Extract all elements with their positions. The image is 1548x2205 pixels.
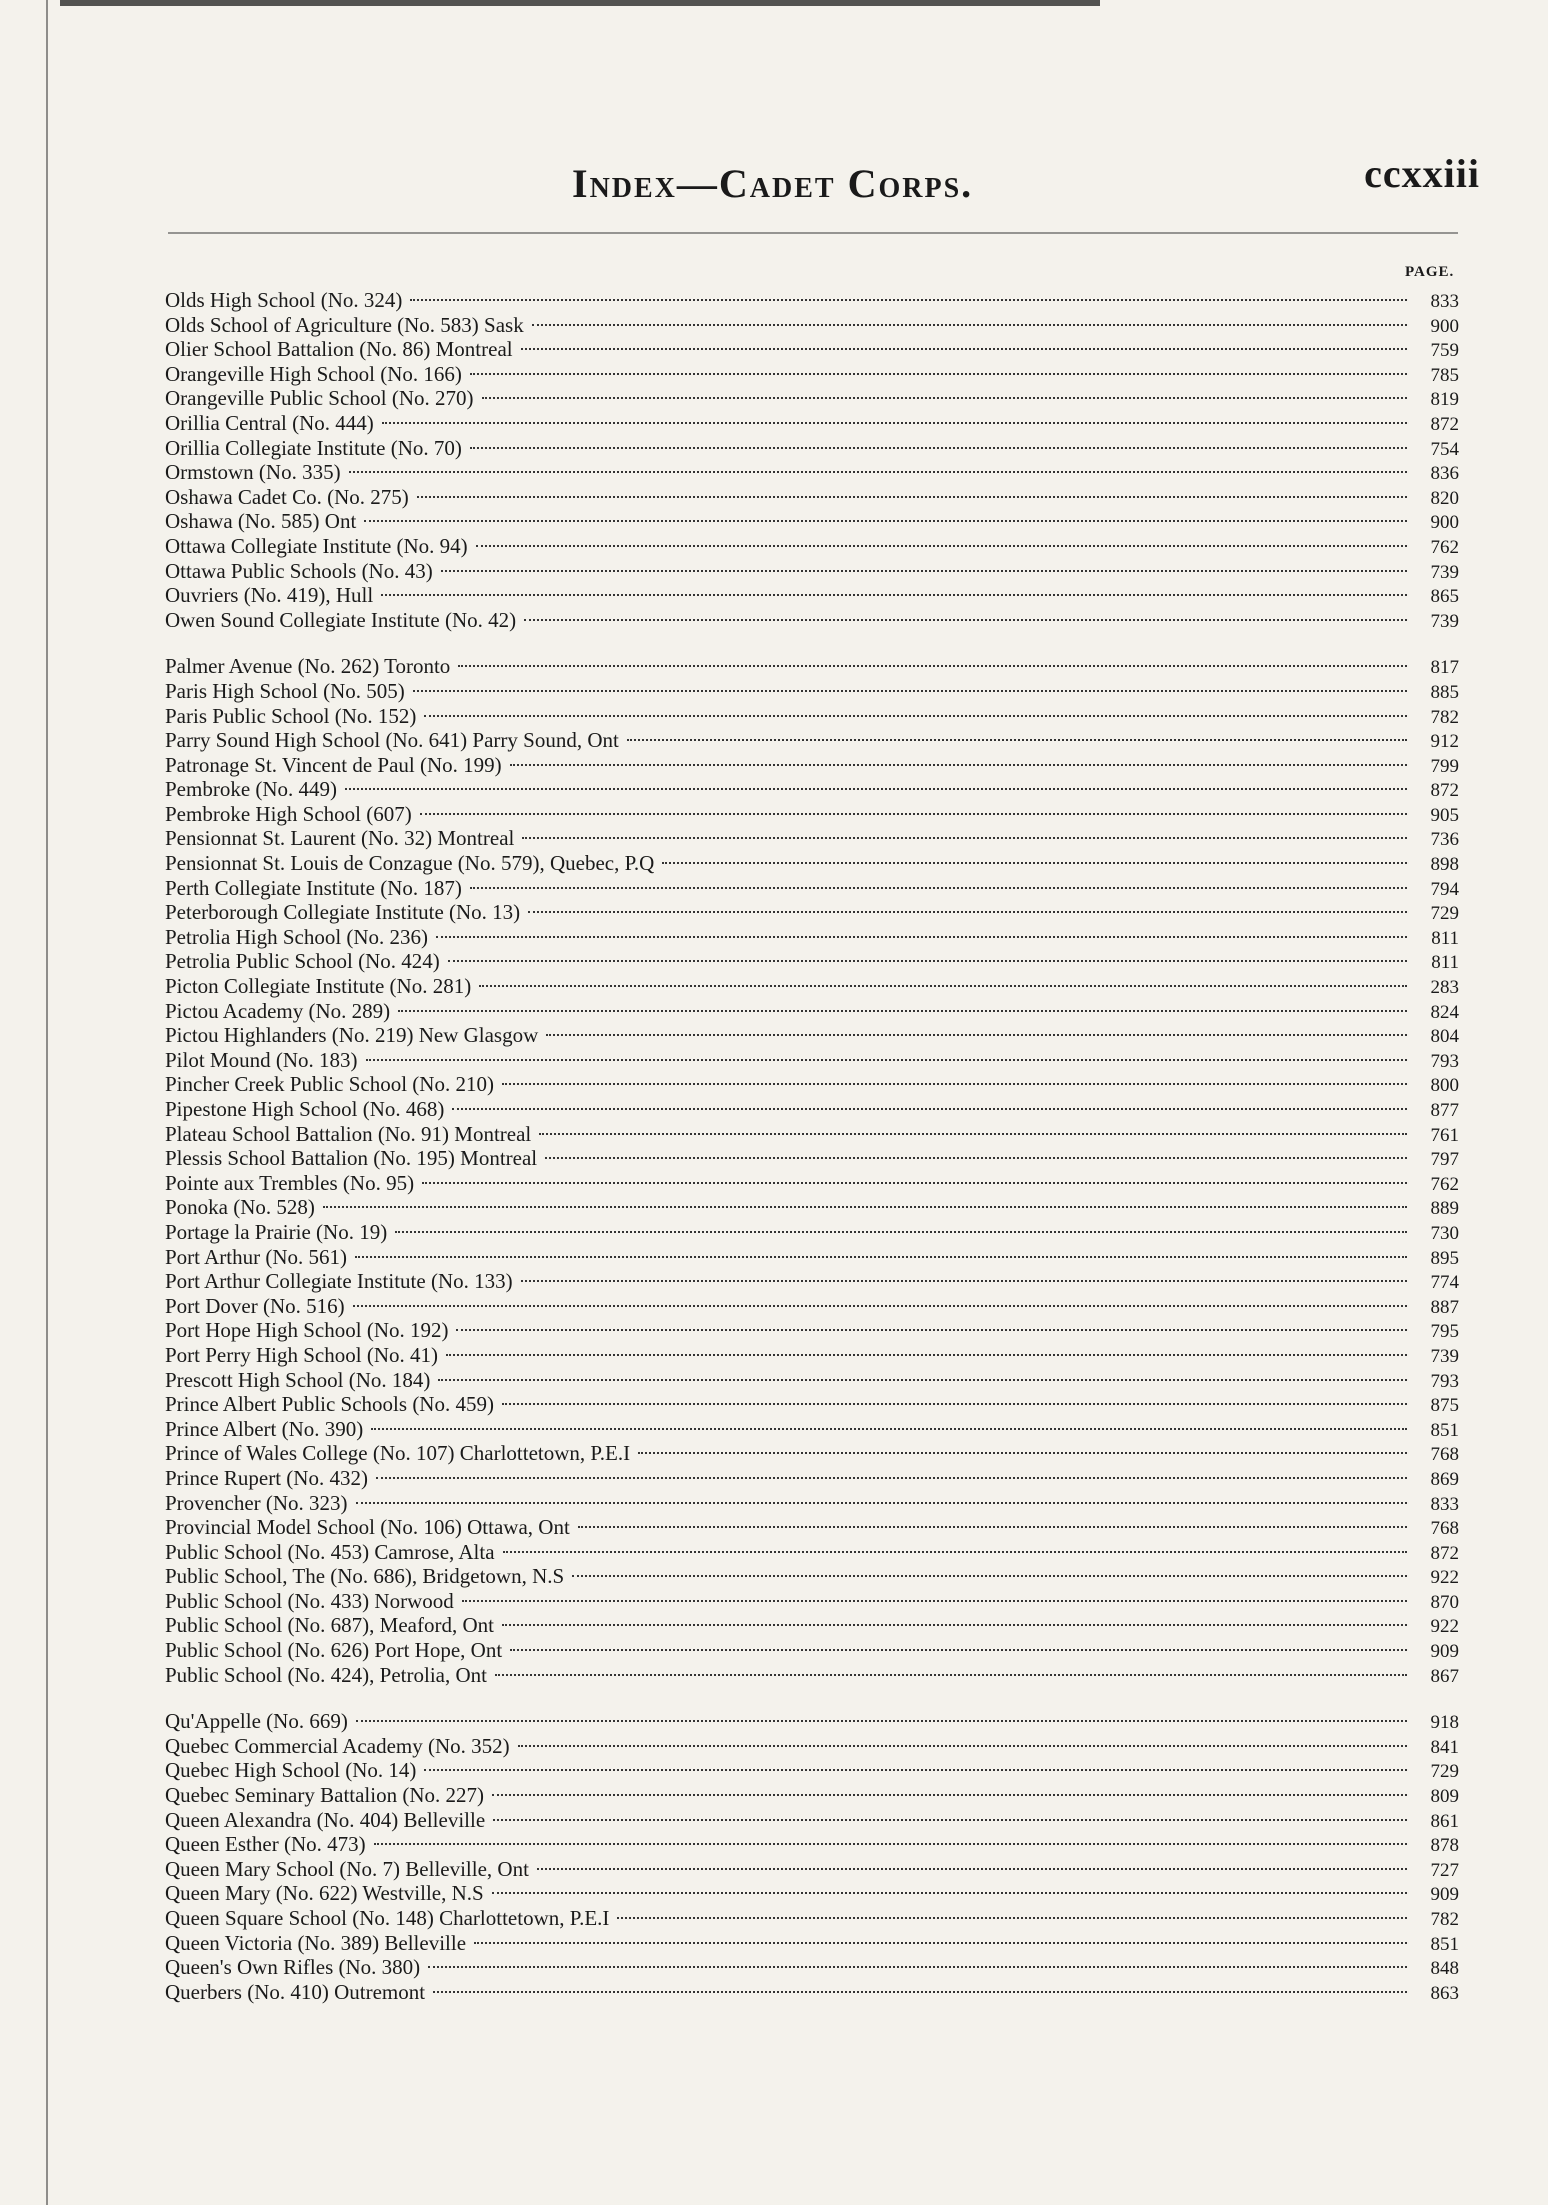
- entry-page-number: 851: [1430, 1419, 1459, 1441]
- entry-page-number: 905: [1430, 804, 1459, 826]
- index-entry: [165, 851, 1459, 876]
- entry-page-number: 729: [1430, 1761, 1459, 1783]
- top-edge-rule: [60, 0, 1100, 6]
- dot-leader: [428, 1966, 1407, 1968]
- entry-page-number: 799: [1430, 755, 1459, 777]
- dot-leader: [521, 348, 1407, 350]
- index-entry: [165, 1417, 1459, 1442]
- index-entry: [165, 1808, 1459, 1833]
- dot-leader: [441, 570, 1407, 572]
- entry-label: Public School (No. 453) Camrose, Alta: [165, 1539, 495, 1564]
- entry-label: Perth Collegiate Institute (No. 187): [165, 875, 462, 900]
- index-entry: [165, 974, 1459, 999]
- dot-leader: [381, 594, 1407, 596]
- index-entry: [165, 1146, 1459, 1171]
- entry-label: Pembroke (No. 449): [165, 777, 338, 802]
- entry-page-number: 841: [1430, 1736, 1459, 1758]
- entry-label: Pipestone High School (No. 468): [165, 1097, 445, 1121]
- index-entry: [165, 1368, 1459, 1393]
- entry-label: Pensionnat St. Louis de Conzague (No. 579), Quebec, P.Q: [165, 851, 655, 876]
- index-entry: [165, 411, 1459, 436]
- entry-label: Pictou Academy (No. 289): [165, 998, 391, 1023]
- entry-page-number: 794: [1430, 878, 1459, 900]
- index-section: [165, 288, 1459, 632]
- dot-leader: [356, 1720, 1407, 1722]
- entry-page-number: 820: [1430, 487, 1459, 509]
- dot-leader: [495, 1674, 1407, 1676]
- dot-leader: [448, 960, 1407, 962]
- index-entry: [165, 704, 1459, 729]
- dot-leader: [470, 887, 1407, 889]
- dot-leader: [528, 911, 1407, 913]
- entry-label: Olds School of Agriculture (No. 583) Sask: [165, 312, 524, 337]
- entry-label: Ponoka (No. 528): [165, 1195, 315, 1220]
- dot-leader: [424, 715, 1407, 717]
- dot-leader: [438, 1379, 1407, 1381]
- entry-label: Pictou Highlanders (No. 219) New Glasgow: [165, 1023, 539, 1048]
- page-binding-edge: [46, 0, 48, 2205]
- entry-page-number: 861: [1430, 1810, 1459, 1832]
- entry-label: Patronage St. Vincent de Paul (No. 199): [165, 752, 502, 777]
- entry-label: Orangeville High School (No. 166): [165, 361, 462, 386]
- entry-label: Orangeville Public School (No. 270): [165, 386, 474, 411]
- dot-leader: [458, 665, 1407, 667]
- dot-leader: [433, 1991, 1407, 1993]
- index-entry: [165, 1663, 1459, 1688]
- entry-label: Queen Victoria (No. 389) Belleville: [165, 1930, 467, 1955]
- entry-label: Paris Public School (No. 152): [165, 703, 417, 728]
- dot-leader: [510, 1649, 1407, 1651]
- index-entry: [165, 1491, 1459, 1516]
- entry-label: Olds High School (No. 324): [165, 288, 403, 312]
- entry-page-number: 872: [1430, 413, 1459, 435]
- dot-leader: [410, 299, 1407, 301]
- dot-leader: [345, 788, 1407, 790]
- entry-label: Queen Esther (No. 473): [165, 1832, 366, 1857]
- entry-label: Pointe aux Trembles (No. 95): [165, 1170, 415, 1195]
- index-entry: [165, 534, 1459, 559]
- entry-page-number: 867: [1430, 1665, 1459, 1687]
- index-entry: [165, 1857, 1459, 1882]
- index-entry: [165, 1294, 1459, 1319]
- dot-leader: [376, 1477, 1407, 1479]
- dot-leader: [470, 447, 1407, 449]
- dot-leader: [532, 324, 1407, 326]
- entry-label: Petrolia Public School (No. 424): [165, 949, 440, 974]
- index-entry: [165, 1023, 1459, 1048]
- dot-leader: [539, 1133, 1407, 1135]
- entry-page-number: 900: [1430, 315, 1459, 337]
- entry-page-number: 912: [1430, 731, 1459, 753]
- entry-page-number: 762: [1430, 1173, 1459, 1195]
- entry-label: Plessis School Battalion (No. 195) Montreal: [165, 1146, 538, 1171]
- index-entry: [165, 679, 1459, 704]
- entry-page-number: 898: [1430, 854, 1459, 876]
- index-entry: [165, 876, 1459, 901]
- entry-label: Queen Square School (No. 148) Charlottetown, P.E.I: [165, 1906, 610, 1930]
- index-entry: [165, 1980, 1459, 2005]
- entry-page-number: 804: [1430, 1026, 1459, 1048]
- entry-label: Port Hope High School (No. 192): [165, 1318, 449, 1343]
- index-entry: [165, 900, 1459, 925]
- index-entry: [165, 1072, 1459, 1097]
- index-entry: [165, 1466, 1459, 1491]
- entry-page-number: 774: [1430, 1272, 1459, 1294]
- index-entry: [165, 559, 1459, 584]
- dot-leader: [395, 1231, 1407, 1233]
- page-title: Index—Cadet Corps.: [572, 161, 974, 206]
- index-entry: [165, 1392, 1459, 1417]
- dot-leader: [617, 1917, 1407, 1919]
- dot-leader: [353, 1305, 1407, 1307]
- index-entry: [165, 362, 1459, 387]
- entry-label: Public School (No. 424), Petrolia, Ont: [165, 1662, 487, 1687]
- entry-page-number: 872: [1430, 780, 1459, 802]
- dot-leader: [364, 520, 1407, 522]
- entry-label: Prince of Wales College (No. 107) Charlottetown, P.E.I: [165, 1441, 631, 1466]
- dot-leader: [572, 1575, 1407, 1577]
- entry-label: Pensionnat St. Laurent (No. 32) Montreal: [165, 826, 515, 851]
- index-entry: [165, 1613, 1459, 1638]
- index-entry: [165, 802, 1459, 827]
- dot-leader: [371, 1428, 1407, 1430]
- dot-leader: [502, 1403, 1407, 1405]
- dot-leader: [476, 545, 1407, 547]
- page-header: [160, 150, 1480, 210]
- index-entry: [165, 1343, 1459, 1368]
- dot-leader: [492, 1794, 1407, 1796]
- entry-page-number: 811: [1431, 952, 1459, 974]
- entry-page-number: 918: [1430, 1712, 1459, 1734]
- index-entry: [165, 1881, 1459, 1906]
- index-entry: [165, 1540, 1459, 1565]
- entry-label: Ottawa Collegiate Institute (No. 94): [165, 533, 468, 558]
- index-entry: [165, 1931, 1459, 1956]
- dot-leader: [382, 422, 1407, 424]
- entry-label: Ottawa Public Schools (No. 43): [165, 558, 433, 583]
- entry-label: Portage la Prairie (No. 19): [165, 1219, 388, 1244]
- entry-label: Qu'Appelle (No. 669): [165, 1709, 348, 1734]
- entry-page-number: 762: [1430, 536, 1459, 558]
- entry-label: Quebec Seminary Battalion (No. 227): [165, 1783, 484, 1808]
- entry-page-number: 887: [1430, 1296, 1459, 1318]
- entry-page-number: 885: [1430, 681, 1459, 703]
- entry-page-number: 729: [1430, 903, 1459, 925]
- dot-leader: [398, 1010, 1407, 1012]
- entry-label: Pembroke High School (607): [165, 801, 412, 826]
- index-entry: [165, 1783, 1459, 1808]
- dot-leader: [493, 1819, 1407, 1821]
- index-entry: [165, 1515, 1459, 1540]
- entry-label: Quebec High School (No. 14): [165, 1758, 417, 1783]
- entry-page-number: 739: [1430, 610, 1459, 632]
- entry-label: Parry Sound High School (No. 641) Parry Sound, Ont: [165, 728, 619, 753]
- entry-label: Port Arthur Collegiate Institute (No. 133): [165, 1269, 513, 1294]
- entry-page-number: 283: [1430, 977, 1459, 999]
- entry-page-number: 889: [1430, 1198, 1459, 1220]
- index-entry: [165, 1097, 1459, 1122]
- dot-leader: [502, 1624, 1407, 1626]
- entry-label: Port Dover (No. 516): [165, 1293, 345, 1318]
- entry-label: Plateau School Battalion (No. 91) Montreal: [165, 1121, 532, 1146]
- dot-leader: [452, 1108, 1407, 1110]
- dot-leader: [413, 690, 1407, 692]
- entry-page-number: 795: [1430, 1321, 1459, 1343]
- entry-page-number: 909: [1430, 1884, 1459, 1906]
- dot-leader: [492, 1892, 1407, 1894]
- index-entry: [165, 436, 1459, 461]
- dot-leader: [578, 1526, 1407, 1528]
- index-entry: [165, 288, 1459, 313]
- index-entry: [165, 313, 1459, 338]
- index-entry: [165, 777, 1459, 802]
- entry-label: Public School (No. 626) Port Hope, Ont: [165, 1638, 503, 1663]
- index-entry: [165, 826, 1459, 851]
- dot-leader: [482, 397, 1407, 399]
- entry-label: Public School (No. 687), Meaford, Ont: [165, 1613, 494, 1638]
- dot-leader: [355, 1256, 1407, 1258]
- entry-page-number: 793: [1430, 1050, 1459, 1072]
- entry-page-number: 797: [1430, 1149, 1459, 1171]
- index-entry: [165, 583, 1459, 608]
- dot-leader: [470, 373, 1407, 375]
- entry-label: Queen's Own Rifles (No. 380): [165, 1955, 421, 1980]
- dot-leader: [422, 1182, 1407, 1184]
- index-entry: [165, 460, 1459, 485]
- entry-label: Oshawa Cadet Co. (No. 275): [165, 484, 409, 509]
- dot-leader: [521, 1280, 1407, 1282]
- dot-leader: [323, 1206, 1407, 1208]
- dot-leader: [474, 1942, 1407, 1944]
- entry-label: Palmer Avenue (No. 262) Toronto: [165, 654, 451, 679]
- index-entry: [165, 1269, 1459, 1294]
- index-entry: [165, 1318, 1459, 1343]
- entry-page-number: 900: [1430, 512, 1459, 534]
- entry-label: Public School (No. 433) Norwood: [165, 1588, 454, 1613]
- dot-leader: [366, 1059, 1407, 1061]
- entry-label: Port Perry High School (No. 41): [165, 1342, 438, 1367]
- index-entry: [165, 1832, 1459, 1857]
- entry-page-number: 817: [1430, 657, 1459, 679]
- entry-page-number: 922: [1430, 1616, 1459, 1638]
- entry-label: Pincher Creek Public School (No. 210): [165, 1072, 494, 1097]
- dot-leader: [522, 837, 1407, 839]
- entry-page-number: 727: [1430, 1859, 1459, 1881]
- entry-label: Ormstown (No. 335): [165, 460, 341, 485]
- index-entry: [165, 337, 1459, 362]
- dot-leader: [546, 1034, 1407, 1036]
- entry-page-number: 895: [1430, 1247, 1459, 1269]
- index-entry: [165, 654, 1459, 679]
- index-entry: [165, 1955, 1459, 1980]
- index-list: [165, 288, 1459, 2026]
- entry-page-number: 878: [1430, 1835, 1459, 1857]
- index-entry: [165, 1048, 1459, 1073]
- entry-page-number: 833: [1430, 291, 1459, 312]
- entry-page-number: 877: [1430, 1100, 1459, 1121]
- index-entry: [165, 728, 1459, 753]
- dot-leader: [462, 1600, 1407, 1602]
- entry-label: Queen Alexandra (No. 404) Belleville: [165, 1807, 486, 1832]
- index-section: [165, 1709, 1459, 2004]
- entry-page-number: 851: [1430, 1933, 1459, 1955]
- index-entry: [165, 1195, 1459, 1220]
- entry-page-number: 730: [1430, 1222, 1459, 1244]
- entry-page-number: 785: [1430, 364, 1459, 386]
- dot-leader: [456, 1329, 1407, 1331]
- entry-page-number: 754: [1430, 438, 1459, 460]
- dot-leader: [356, 1502, 1407, 1504]
- entry-label: Provincial Model School (No. 106) Ottawa, Ont: [165, 1515, 570, 1540]
- dot-leader: [545, 1157, 1407, 1159]
- entry-page-number: 848: [1430, 1958, 1459, 1980]
- index-entry: [165, 949, 1459, 974]
- index-entry: [165, 509, 1459, 534]
- entry-page-number: 768: [1430, 1444, 1459, 1466]
- dot-leader: [446, 1354, 1407, 1356]
- entry-page-number: 759: [1430, 340, 1459, 362]
- entry-page-number: 909: [1430, 1641, 1459, 1663]
- entry-page-number: 736: [1430, 829, 1459, 851]
- index-entry: [165, 485, 1459, 510]
- entry-label: Oshawa (No. 585) Ont: [165, 509, 357, 534]
- index-entry: [165, 1220, 1459, 1245]
- entry-label: Orillia Central (No. 444): [165, 410, 374, 435]
- entry-page-number: 922: [1430, 1567, 1459, 1589]
- entry-page-number: 768: [1430, 1518, 1459, 1540]
- index-entry: [165, 1441, 1459, 1466]
- entry-page-number: 865: [1430, 586, 1459, 608]
- index-entry: [165, 1734, 1459, 1759]
- entry-label: Querbers (No. 410) Outremont: [165, 1979, 426, 2004]
- entry-page-number: 800: [1430, 1075, 1459, 1097]
- entry-page-number: 833: [1430, 1493, 1459, 1515]
- index-entry: [165, 1245, 1459, 1270]
- index-entry: [165, 608, 1459, 633]
- entry-label: Quebec Commercial Academy (No. 352): [165, 1733, 510, 1758]
- entry-label: Paris High School (No. 505): [165, 678, 405, 703]
- index-entry: [165, 1171, 1459, 1196]
- index-entry: [165, 753, 1459, 778]
- entry-page-number: 782: [1430, 706, 1459, 728]
- index-entry: [165, 1564, 1459, 1589]
- entry-label: Prescott High School (No. 184): [165, 1367, 431, 1392]
- dot-leader: [537, 1868, 1407, 1870]
- dot-leader: [503, 1551, 1407, 1553]
- page-column-label: PAGE.: [1405, 264, 1455, 280]
- entry-label: Public School, The (No. 686), Bridgetown, N.S: [165, 1564, 565, 1589]
- entry-label: Port Arthur (No. 561): [165, 1244, 347, 1269]
- entry-label: Petrolia High School (No. 236): [165, 924, 429, 949]
- entry-label: Prince Rupert (No. 432): [165, 1465, 368, 1490]
- dot-leader: [502, 1083, 1407, 1085]
- entry-label: Owen Sound Collegiate Institute (No. 42): [165, 607, 517, 632]
- entry-label: Picton Collegiate Institute (No. 281): [165, 974, 472, 999]
- dot-leader: [510, 764, 1407, 766]
- entry-page-number: 863: [1430, 1982, 1459, 2004]
- entry-page-number: 739: [1430, 1345, 1459, 1367]
- dot-leader: [638, 1452, 1407, 1454]
- entry-page-number: 819: [1430, 389, 1459, 411]
- entry-label: Olier School Battalion (No. 86) Montreal: [165, 337, 513, 362]
- index-entry: [165, 999, 1459, 1024]
- index-entry: [165, 1709, 1459, 1734]
- dot-leader: [424, 1769, 1407, 1771]
- dot-leader: [479, 985, 1407, 987]
- index-entry: [165, 1758, 1459, 1783]
- entry-page-number: 782: [1430, 1909, 1459, 1930]
- dot-leader: [349, 471, 1407, 473]
- entry-label: Peterborough Collegiate Institute (No. 13): [165, 900, 521, 925]
- index-entry: [165, 1906, 1459, 1931]
- entry-label: Ouvriers (No. 419), Hull: [165, 583, 374, 608]
- dot-leader: [374, 1843, 1407, 1845]
- entry-label: Queen Mary (No. 622) Westville, N.S: [165, 1881, 484, 1906]
- entry-label: Prince Albert Public Schools (No. 459): [165, 1392, 494, 1417]
- index-entry: [165, 925, 1459, 950]
- entry-page-number: 872: [1430, 1542, 1459, 1564]
- dot-leader: [627, 739, 1407, 741]
- entry-label: Prince Albert (No. 390): [165, 1416, 364, 1441]
- index-entry: [165, 1589, 1459, 1614]
- header-divider: [168, 232, 1458, 234]
- index-section: [165, 654, 1459, 1687]
- dot-leader: [524, 619, 1407, 621]
- entry-page-number: 870: [1430, 1591, 1459, 1613]
- entry-page-number: 809: [1430, 1786, 1459, 1808]
- entry-label: Orillia Collegiate Institute (No. 70): [165, 435, 462, 460]
- dot-leader: [518, 1745, 1407, 1747]
- entry-page-number: 739: [1430, 561, 1459, 583]
- entry-label: Provencher (No. 323): [165, 1490, 348, 1515]
- page-number: ccxxiii: [1364, 151, 1480, 196]
- dot-leader: [417, 496, 1407, 498]
- entry-page-number: 836: [1430, 463, 1459, 485]
- entry-page-number: 869: [1430, 1468, 1459, 1490]
- dot-leader: [436, 936, 1407, 938]
- entry-label: Queen Mary School (No. 7) Belleville, Ont: [165, 1856, 529, 1881]
- entry-page-number: 875: [1430, 1395, 1459, 1417]
- dot-leader: [662, 862, 1407, 864]
- entry-label: Pilot Mound (No. 183): [165, 1047, 358, 1072]
- entry-page-number: 793: [1430, 1370, 1459, 1392]
- entry-page-number: 824: [1430, 1001, 1459, 1023]
- entry-page-number: 811: [1431, 927, 1459, 949]
- index-entry: [165, 1122, 1459, 1147]
- entry-page-number: 761: [1430, 1124, 1459, 1146]
- index-entry: [165, 1638, 1459, 1663]
- dot-leader: [420, 813, 1407, 815]
- index-entry: [165, 386, 1459, 411]
